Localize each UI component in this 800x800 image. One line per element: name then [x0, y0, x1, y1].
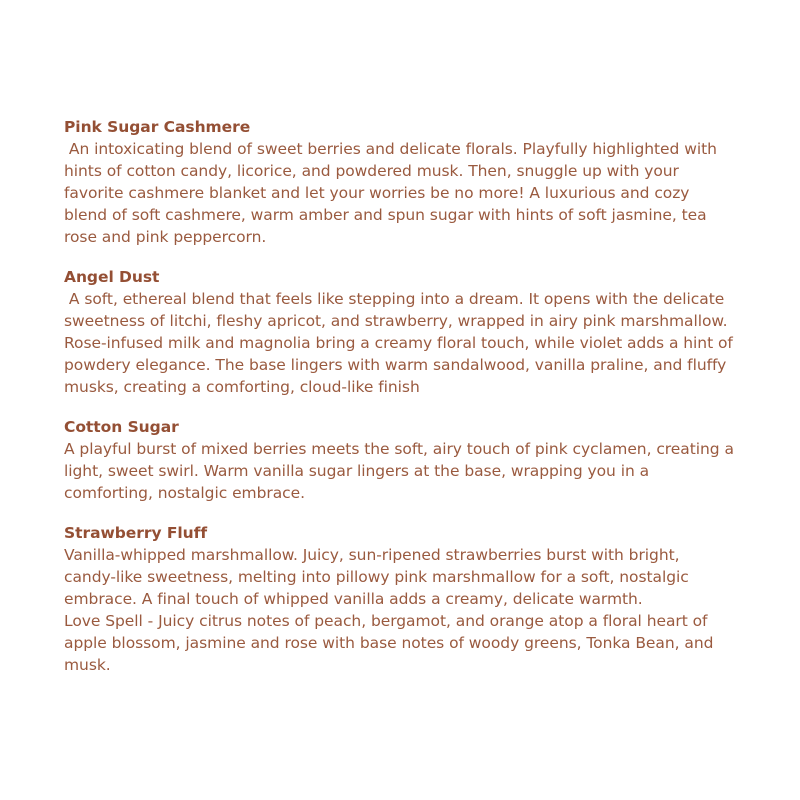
section-cotton-sugar: [64, 416, 739, 504]
section-title: Cotton Sugar: [64, 418, 179, 436]
section-title: Pink Sugar Cashmere: [64, 118, 251, 136]
section-title: Angel Dust: [64, 268, 160, 286]
section-angel-dust: [64, 266, 736, 398]
section-pink-sugar-cashmere: [64, 116, 736, 248]
section-title: Strawberry Fluff: [64, 524, 208, 542]
section-description: A soft, ethereal blend that feels like stepping into a dream. It opens with the delicate sweetness of litchi, fleshy apricot, and strawberry, wrapped in airy pink marshmallow. Rose-infused milk and magnolia bring a creamy floral touch, while violet adds a hint of powdery elegance. The base lingers with warm sandalwood, vanilla praline, and fluffy musks, creating a comforting, cloud-like finish: [64, 290, 738, 396]
section-description: An intoxicating blend of sweet berries and delicate florals. Playfully highlighted with hints of cotton candy, licorice, and powdered musk. Then, snuggle up with your favorite cashmere blanket and let your worries be no more! A luxurious and cozy blend of soft cashmere, warm amber and spun sugar with hints of soft jasmine, tea rose and pink peppercorn.: [64, 140, 722, 246]
section-description: Vanilla-whipped marshmallow. Juicy, sun-ripened strawberries burst with bright, candy-like sweetness, melting into pillowy pink marshmallow for a soft, nostalgic embrace. A final touch of whipped vanilla adds a creamy, delicate warmth. Love Spell - Juicy citrus notes of peach, bergamot, and orange atop a floral heart of apple blossom, jasmine and rose with base notes of woody greens, Tonka Bean, and musk.: [64, 546, 714, 674]
section-strawberry-fluff: [64, 522, 736, 676]
section-description: A playful burst of mixed berries meets the soft, airy touch of pink cyclamen, creating a light, sweet swirl. Warm vanilla sugar lingers at the base, wrapping you in a comforting, nostalgic embrace.: [64, 440, 739, 502]
fragrance-descriptions: [64, 116, 739, 694]
